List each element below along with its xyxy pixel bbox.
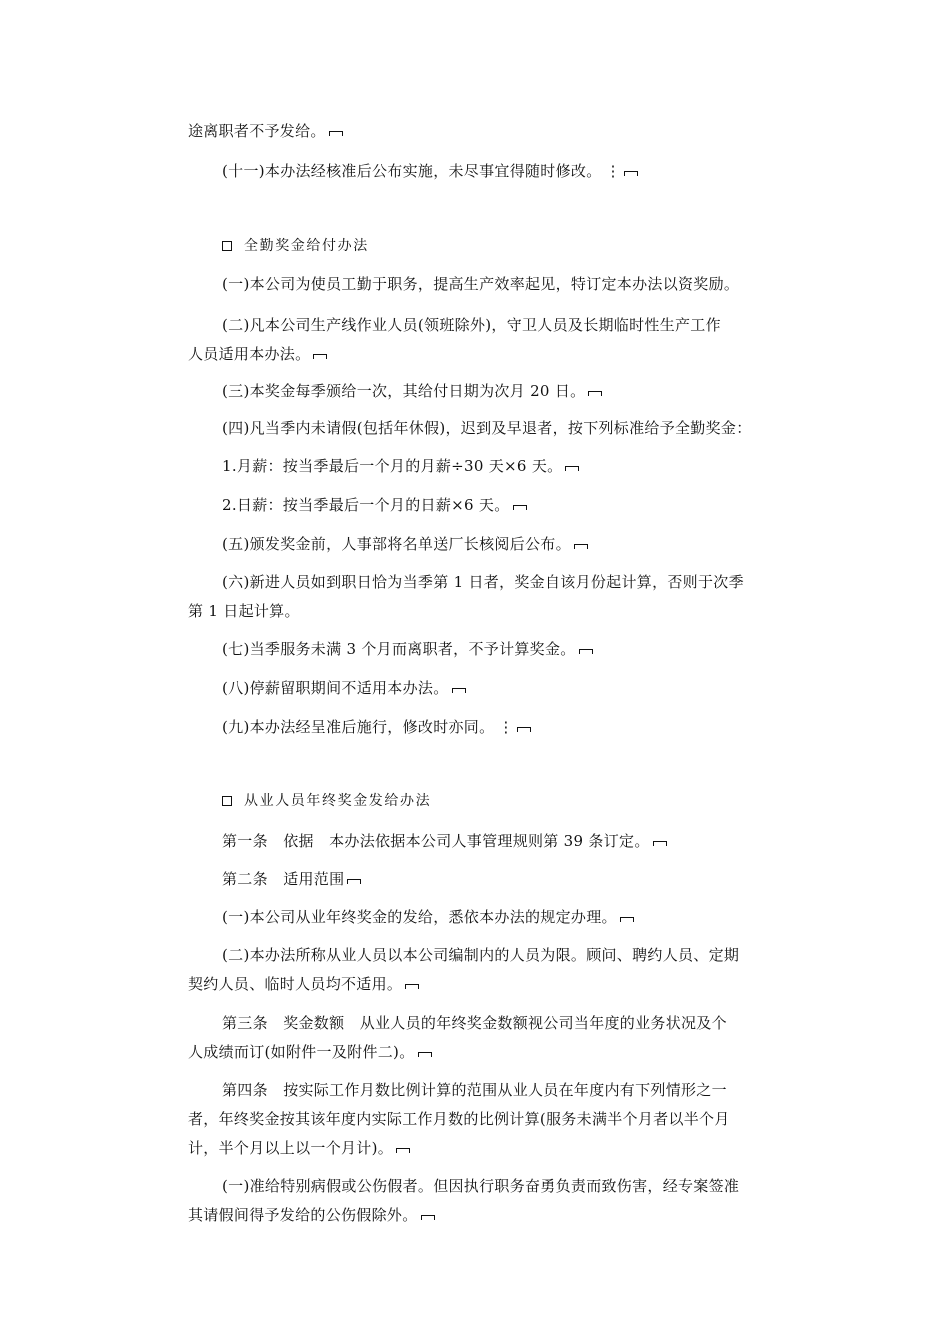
checkbox-square-icon	[222, 796, 232, 806]
section-heading: 从业人员年终奖金发给办法	[188, 787, 788, 816]
ellipsis-mark-icon: ⋮	[498, 718, 514, 736]
text-line: 第三条 奖金数额 从业人员的年终奖金数额视公司当年度的业务状况及个	[222, 1014, 727, 1032]
text-line: 计，半个月以上以一个月计)。	[188, 1134, 788, 1163]
text-line: (五)颁发奖金前，人事部将名单送厂长核阅后公布。	[188, 530, 788, 559]
paragraph-mark-icon	[347, 879, 361, 884]
text-line: (十一)本办法经核准后公布实施，未尽事宜得随时修改。 ⋮	[188, 157, 788, 186]
paragraph-mark-icon	[588, 391, 602, 396]
paragraph-mark-icon	[405, 984, 419, 989]
text-line: 第二条 适用范围	[188, 865, 788, 894]
text-line: (六)新进人员如到职日恰为当季第 1 日者，奖金自该月份起计算，否则于次季	[222, 573, 744, 591]
paragraph-mark-icon	[574, 544, 588, 549]
text-line: 途离职者不予发给。	[188, 117, 788, 146]
paragraph-mark-icon	[579, 649, 593, 654]
paragraph-mark-icon	[452, 688, 466, 693]
text-line: 第四条 按实际工作月数比例计算的范围从业人员在年度内有下列情形之一	[222, 1081, 727, 1099]
text-line: (八)停薪留职期间不适用本办法。	[188, 674, 788, 703]
text-line: 1.月薪：按当季最后一个月的月薪÷30 天×6 天。	[188, 452, 788, 481]
text-line: (二)凡本公司生产线作业人员(领班除外)，守卫人员及长期临时性生产工作	[222, 316, 721, 334]
text-line: 人员适用本办法。	[188, 340, 788, 369]
text-line: (一)本公司为使员工勤于职务，提高生产效率起见，特订定本办法以资奖励。	[222, 275, 740, 293]
text-line: (七)当季服务未满 3 个月而离职者，不予计算奖金。	[188, 635, 788, 664]
checkbox-square-icon	[222, 241, 232, 251]
paragraph-mark-icon	[313, 354, 327, 359]
text-line: (四)凡当季内未请假(包括年休假)，迟到及早退者，按下列标准给予全勤奖金：	[222, 419, 752, 437]
text-line: 契约人员、临时人员均不适用。	[188, 970, 788, 999]
paragraph-mark-icon	[329, 131, 343, 136]
paragraph-mark-icon	[624, 171, 638, 176]
paragraph-mark-icon	[653, 841, 667, 846]
text-line: (三)本奖金每季颁给一次，其给付日期为次月 20 日。	[188, 377, 788, 406]
text-line: 其请假间得予发给的公伤假除外。	[188, 1201, 788, 1230]
paragraph-mark-icon	[513, 505, 527, 510]
text-line: 2.日薪：按当季最后一个月的日薪×6 天。	[188, 491, 788, 520]
paragraph-mark-icon	[418, 1052, 432, 1057]
text-line: 第 1 日起计算。	[188, 602, 300, 620]
ellipsis-mark-icon: ⋮	[605, 162, 621, 180]
section-heading: 全勤奖金给付办法	[188, 232, 788, 261]
text-line: 人成绩而订(如附件一及附件二)。	[188, 1038, 788, 1067]
paragraph-mark-icon	[517, 727, 531, 732]
paragraph-mark-icon	[396, 1148, 410, 1153]
text-line: (九)本办法经呈准后施行，修改时亦同。 ⋮	[188, 713, 788, 742]
text-line: (一)准给特别病假或公伤假者。但因执行职务奋勇负责而致伤害，经专案签准	[222, 1177, 740, 1195]
text-line: 者，年终奖金按其该年度内实际工作月数的比例计算(服务未满半个月者以半个月	[188, 1110, 730, 1128]
text-line: (一)本公司从业年终奖金的发给，悉依本办法的规定办理。	[188, 903, 788, 932]
paragraph-mark-icon	[421, 1215, 435, 1220]
paragraph-mark-icon	[565, 466, 579, 471]
text-line: (二)本办法所称从业人员以本公司编制内的人员为限。顾问、聘约人员、定期	[222, 946, 740, 964]
paragraph-mark-icon	[620, 917, 634, 922]
text-line: 第一条 依据 本办法依据本公司人事管理规则第 39 条订定。	[188, 827, 788, 856]
